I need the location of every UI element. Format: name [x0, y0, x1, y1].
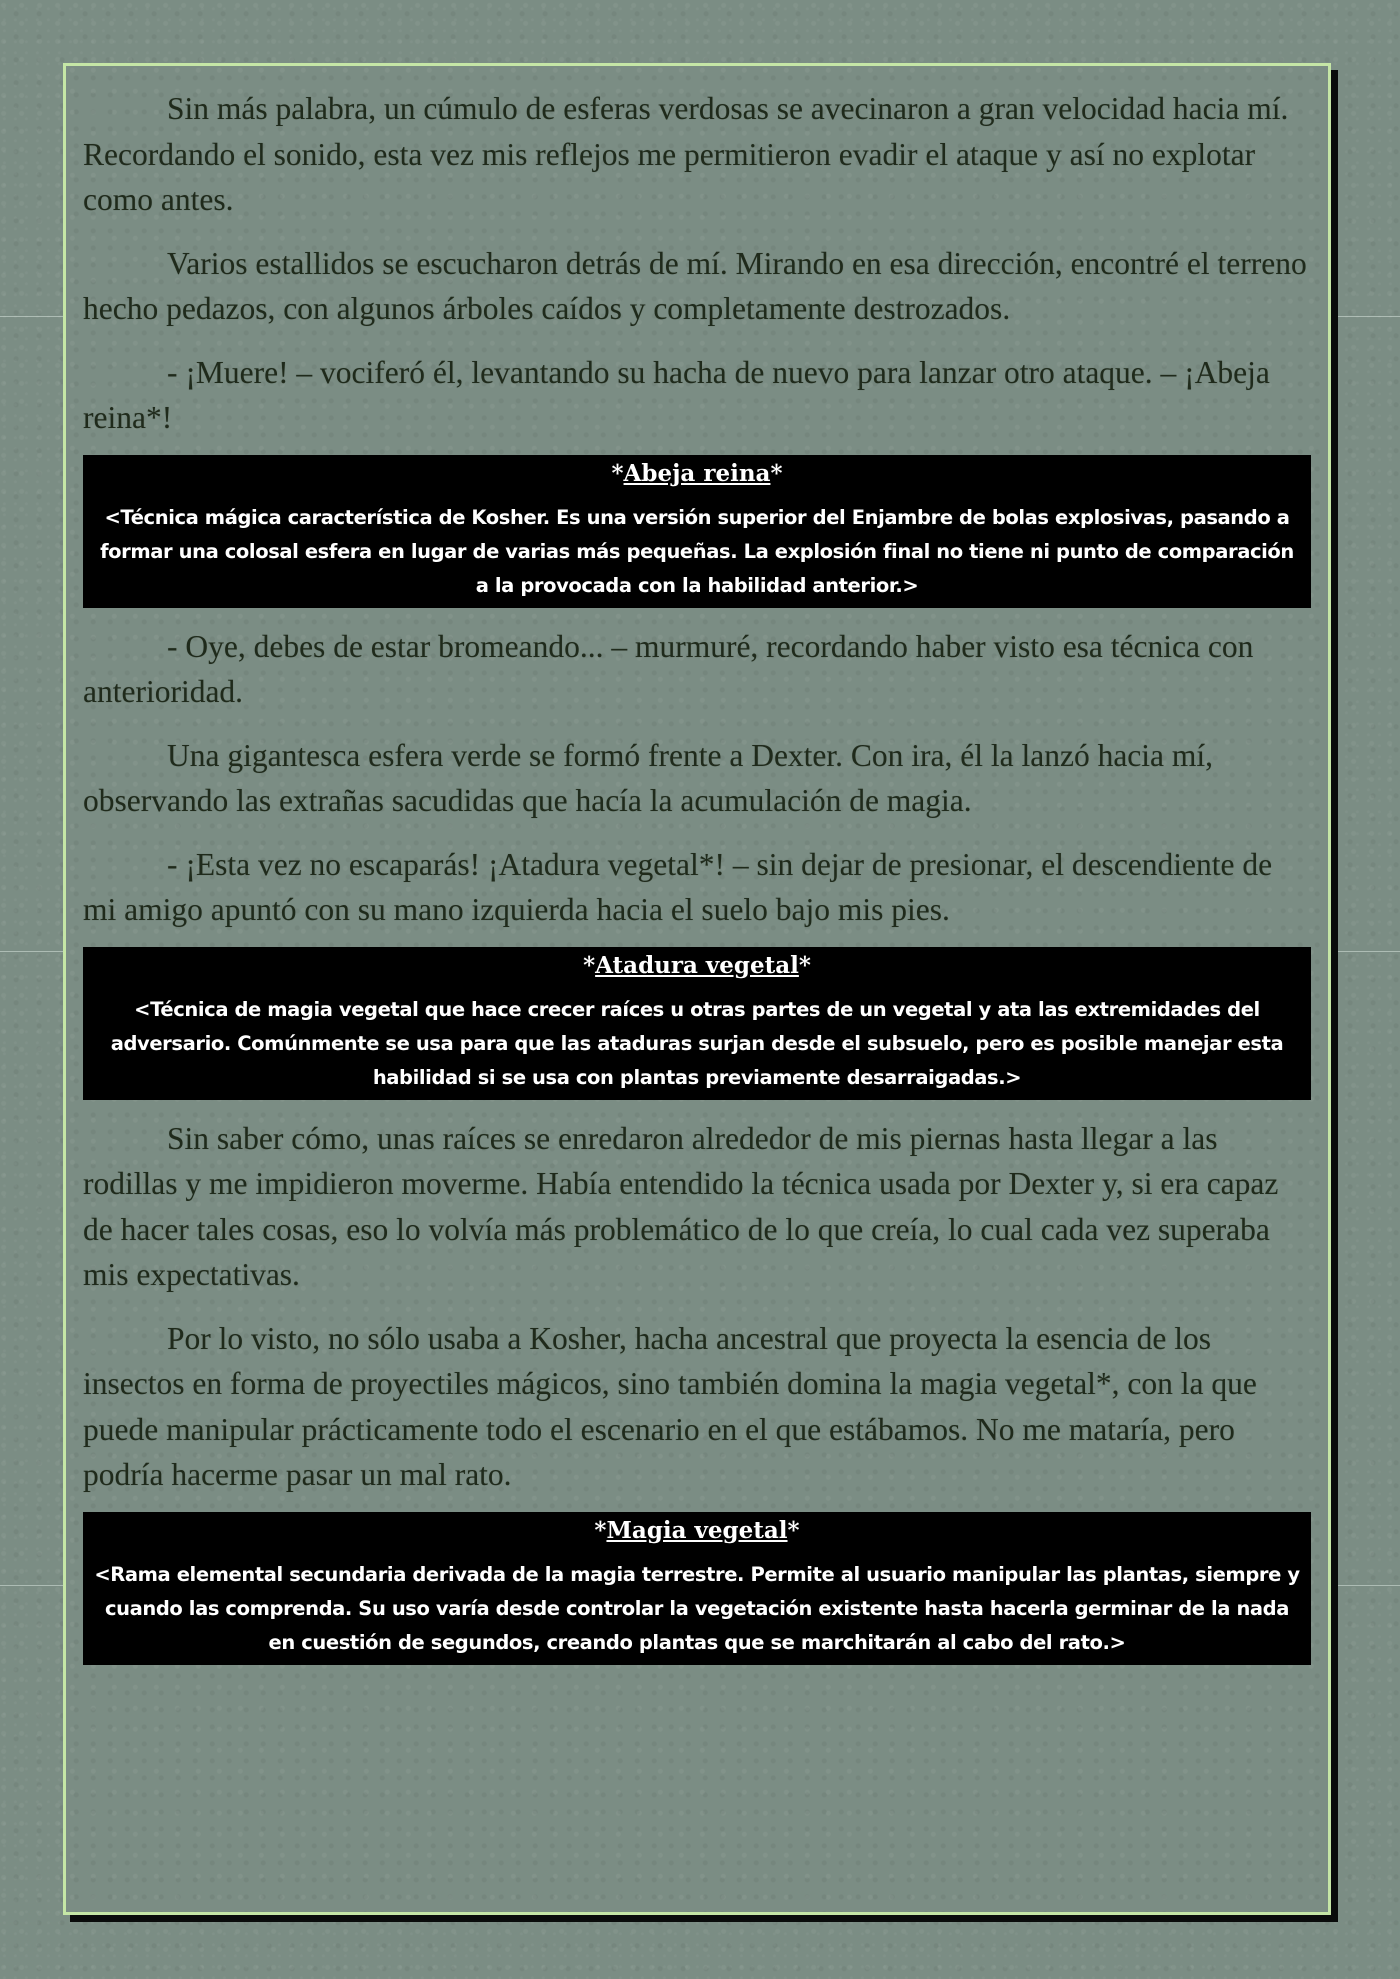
story-paragraph: Sin saber cómo, unas raíces se enredaron alrededor de mis piernas hasta llegar a las rodillas y me impidieron moverme. Había entendido la técnica usada por Dexter y, si era capaz de hacer tales cosas, eso lo volvía más problemático de lo que creía, lo cual cada vez superaba mis expectativas.: [83, 1120, 1279, 1292]
footnote-title-text: Abeja reina: [623, 459, 771, 487]
footnote-body: <Técnica de magia vegetal que hace crecer raíces u otras partes de un vegetal y ata las extremidades del adversario. Comúnmente se usa para que las ataduras surjan desde el subsuelo, pero es posible manejar esta habilidad si se usa con plantas previamente desarraigadas.>: [110, 997, 1284, 1089]
footnote-body: <Rama elemental secundaria derivada de la magia terrestre. Permite al usuario manipular las plantas, siempre y cuando las comprenda. Su uso varía desde controlar la vegetación existente hasta hacerla germinar de la nada en cuestión de segundos, creando plantas que se marchitarán al cabo del rato.>: [94, 1562, 1300, 1654]
story-paragraph: - ¡Muere! – vociferó él, levantando su hacha de nuevo para lanzar otro ataque. – ¡Abeja reina*!: [83, 354, 1270, 435]
footnote-body: <Técnica mágica característica de Kosher. Es una versión superior del Enjambre de bolas explosivas, pasando a formar una colosal esfera en lugar de varias más pequeñas. La explosión final no tiene ni punto de comparación a la provocada con la habilidad anterior.>: [100, 505, 1294, 597]
footnote-box-atadura-vegetal: [83, 947, 1311, 1100]
page-frame: [63, 63, 1331, 1915]
story-paragraph: Sin más palabra, un cúmulo de esferas verdosas se avecinaron a gran velocidad hacia mí. Recordando el sonido, esta vez mis reflejos me permitieron evadir el ataque y así no explotar como antes.: [83, 91, 1289, 217]
footnote-title: *Atadura vegetal*: [583, 951, 811, 979]
story-paragraph: - ¡Esta vez no escaparás! ¡Atadura vegetal*! – sin dejar de presionar, el descendiente de mi amigo apuntó con su mano izquierda hacia el suelo bajo mis pies.: [83, 846, 1273, 927]
footnote-title-text: Atadura vegetal: [595, 951, 799, 979]
footnote-title-text: Magia vegetal: [606, 1516, 788, 1544]
story-paragraph: Por lo visto, no sólo usaba a Kosher, hacha ancestral que proyecta la esencia de los insectos en forma de proyectiles mágicos, sino también domina la magia vegetal*, con la que puede manipular prácticamente todo el escenario en el que estábamos. No me mataría, pero podría hacerme pasar un mal rato.: [83, 1320, 1257, 1492]
footnote-box-abeja-reina: [83, 455, 1311, 608]
footnote-title: *Magia vegetal*: [594, 1516, 800, 1544]
story-paragraph: Varios estallidos se escucharon detrás de mí. Mirando en esa dirección, encontré el terreno hecho pedazos, con algunos árboles caídos y completamente destrozados.: [83, 245, 1307, 326]
footnote-box-magia-vegetal: [83, 1512, 1311, 1665]
story-paragraph: Una gigantesca esfera verde se formó frente a Dexter. Con ira, él la lanzó hacia mí, observando las extrañas sacudidas que hacía la acumulación de magia.: [83, 737, 1214, 818]
story-paragraph: - Oye, debes de estar bromeando... – murmuré, recordando haber visto esa técnica con anterioridad.: [83, 628, 1254, 709]
footnote-title: *Abeja reina*: [611, 459, 783, 487]
